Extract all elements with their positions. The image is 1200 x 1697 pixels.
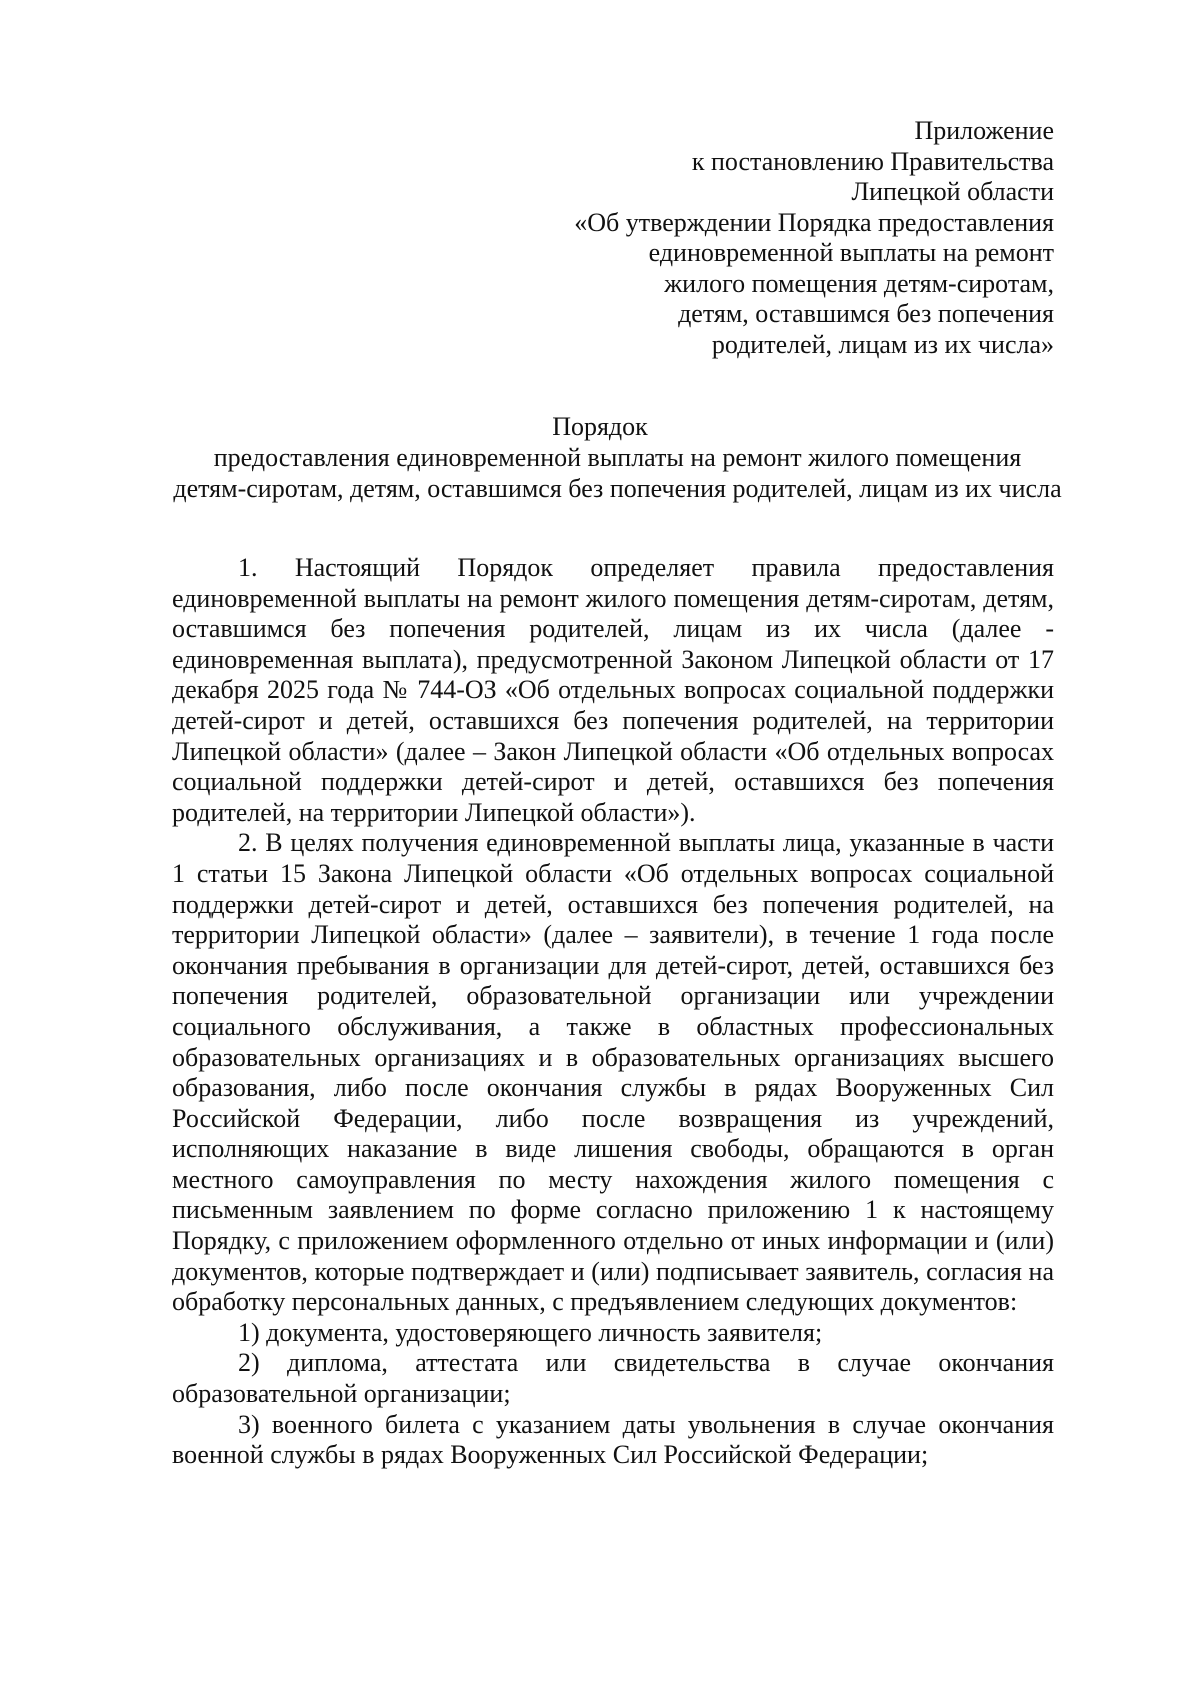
- appendix-line: единовременной выплаты на ремонт: [648, 238, 1054, 267]
- appendix-line: Липецкой области: [851, 177, 1054, 206]
- appendix-line: детям, оставшимся без попечения: [678, 299, 1054, 328]
- appendix-line: «Об утверждении Порядка предоставления: [574, 207, 1054, 237]
- document-title: Порядок: [552, 412, 648, 441]
- appendix-line: к постановлению Правительства: [691, 146, 1054, 176]
- appendix-header: [434, 116, 1054, 360]
- paragraph-1: 1. Настоящий Порядок определяет правила предоставления единовременной выплаты на ремонт жилого помещения детям-сиротам, детям, оставшимся без попечения родителей, лицам из их числа (далее - единовременная выплата), предусмотренной Законом Липецкой области от 17 декабря 2025 года № 744-ОЗ «Об отдельных вопросах социальной поддержки детей-сирот и детей, оставшихся без попечения родителей, на территории Липецкой области» (далее – Закон Липецкой области «Об отдельных вопросах социальной поддержки детей-сирот и детей, оставшихся без попечения родителей, на территории Липецкой области»).: [172, 553, 1054, 827]
- list-item-3: 3) военного билета с указанием даты увольнения в случае окончания военной службы в рядах Вооруженных Сил Российской Федерации;: [172, 1409, 1054, 1470]
- paragraph-2: 2. В целях получения единовременной выплаты лица, указанные в части 1 статьи 15 Закона Липецкой области «Об отдельных вопросах социальной поддержки детей-сирот и детей, оставшихся без попечения родителей, на территории Липецкой области» (далее – заявители), в течение 1 года после окончания пребывания в организации для детей-сирот, детей, оставшихся без попечения родителей, образовательной организации или учреждении социального обслуживания, а также в областных профессиональных образовательных организациях и в образовательных организациях высшего образования, либо после окончания службы в рядах Вооруженных Сил Российской Федерации, либо после возвращения из учреждений, исполняющих наказание в виде лишения свободы, обращаются в орган местного самоуправления по месту нахождения жилого помещения с письменным заявлением по форме согласно приложению 1 к настоящему Порядку, с приложением оформленного отдельно от иных информации и (или) документов, которые подтверждает и (или) подписывает заявитель, согласия на обработку персональных данных, с предъявлением следующих документов:: [172, 828, 1054, 1317]
- document-subtitle: [170, 442, 1065, 504]
- appendix-line: Приложение: [914, 116, 1054, 145]
- appendix-line: родителей, лицам из их числа»: [711, 329, 1054, 359]
- document-subtitle-line: детям-сиротам, детям, оставшимся без попечения родителей, лицам из их числа: [173, 474, 1062, 503]
- list-item-1: 1) документа, удостоверяющего личность заявителя;: [238, 1317, 823, 1347]
- list-item-2: 2) диплома, аттестата или свидетельства в случае окончания образовательной организации;: [172, 1348, 1054, 1409]
- document-subtitle-line: предоставления единовременной выплаты на ремонт жилого помещения: [213, 443, 1022, 472]
- document-body: [172, 553, 1054, 1471]
- appendix-line: жилого помещения детям-сиротам,: [664, 268, 1054, 298]
